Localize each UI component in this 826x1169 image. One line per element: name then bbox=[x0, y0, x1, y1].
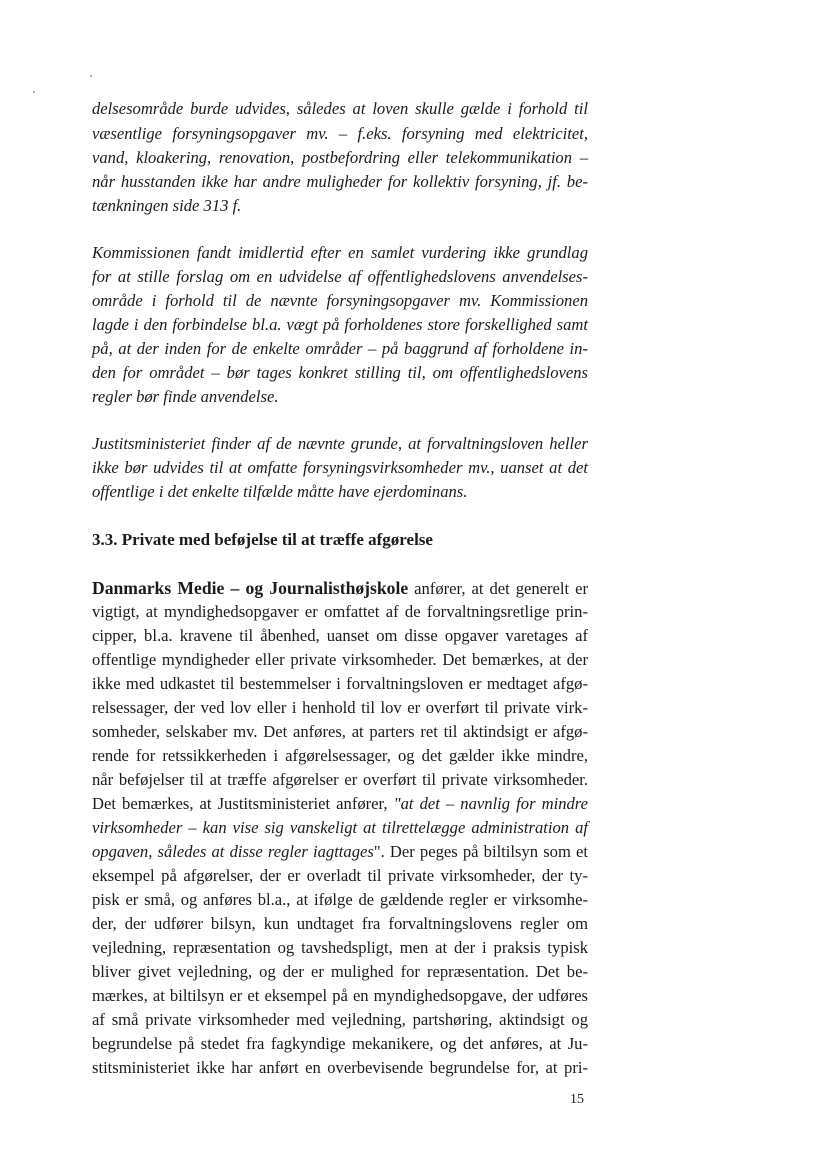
text-line: rende for retssikkerheden i afgørelsessager, og det gælder ikke mindre, bbox=[92, 746, 588, 765]
text-line bbox=[92, 578, 588, 599]
text-line: offentlige i det enkelte tilfælde måtte have ejerdominans. bbox=[92, 482, 468, 501]
text-line: når husstanden ikke har andre muligheder for kollektiv forsyning, jf. be- bbox=[92, 172, 588, 191]
text-line: ikke bør udvides til at omfatte forsyningsvirksomheder mv., uanset at det bbox=[92, 458, 588, 477]
organisation-name: Danmarks Medie – og Journalisthøjskole bbox=[92, 578, 409, 598]
text-line bbox=[92, 794, 588, 814]
text-line: vejledning, repræsentation og tavshedspligt, men at der i praksis typisk bbox=[92, 938, 588, 957]
text-line: lagde i den forbindelse bl.a. vægt på forholdenes store forskellighed samt bbox=[92, 315, 588, 334]
text-line bbox=[92, 842, 588, 862]
text-line: på, at der inden for de enkelte områder – på baggrund af forholdene in- bbox=[92, 339, 588, 358]
text-span: ". Der peges på biltilsyn som et bbox=[373, 842, 588, 861]
quotation-span: opgaven, således at disse regler iagttages bbox=[92, 842, 374, 861]
text-line: væsentlige forsyningsopgaver mv. – f.eks. forsyning med elektricitet, bbox=[92, 124, 588, 143]
text-line: begrundelse på stedet fra fagkyndige mekanikere, og det anføres, at Ju- bbox=[92, 1034, 588, 1053]
scan-speck bbox=[33, 91, 35, 93]
text-line: mærkes, at biltilsyn er et eksempel på en myndighedsopgave, der udføres bbox=[92, 986, 588, 1005]
text-span: anfører, at det generelt er bbox=[408, 579, 588, 598]
text-line: Kommissionen fandt imidlertid efter en samlet vurdering ikke grundlag bbox=[92, 243, 588, 262]
text-line: bliver givet vejledning, og der er mulighed for repræsentation. Det be- bbox=[92, 962, 588, 981]
text-line: der, der udfører bilsyn, kun undtaget fra forvaltningslovens regler om bbox=[92, 914, 588, 933]
text-line: for at stille forslag om en udvidelse af offentlighedslovens anvendelses- bbox=[92, 267, 588, 286]
section-heading: 3.3. Private med beføjelse til at træffe afgørelse bbox=[92, 530, 433, 549]
text-line: stitsministeriet ikke har anført en overbevisende begrundelse for, at pri- bbox=[92, 1058, 588, 1077]
text-line: område i forhold til de nævnte forsyningsopgaver mv. Kommissionen bbox=[92, 291, 588, 310]
text-line: Justitsministeriet finder af de nævnte grunde, at forvaltningsloven heller bbox=[92, 434, 588, 453]
text-line: når beføjelser til at træffe afgørelser er overført til private virksomheder. bbox=[92, 770, 588, 789]
text-line: den for området – bør tages konkret stilling til, om offentlighedslovens bbox=[92, 363, 588, 382]
text-line: ikke med udkastet til bestemmelser i forvaltningsloven er medtaget afgø- bbox=[92, 674, 588, 693]
text-line: cipper, bl.a. kravene til åbenhed, uanset om disse opgaver varetages af bbox=[92, 626, 588, 645]
text-line: af små private virksomheder med vejledning, partshøring, aktindsigt og bbox=[92, 1010, 588, 1029]
text-line: regler bør finde anvendelse. bbox=[92, 387, 279, 406]
text-line: vand, kloakering, renovation, postbefordring eller telekommunikation – bbox=[92, 148, 588, 167]
text-line: offentlige myndigheder eller private virksomheder. Det bemærkes, at der bbox=[92, 650, 588, 669]
text-line: delsesområde burde udvides, således at loven skulle gælde i forhold til bbox=[92, 99, 588, 118]
text-line: pisk er små, og anføres bl.a., at ifølge de gældende regler er virksomhe- bbox=[92, 890, 588, 909]
scan-speck bbox=[90, 75, 92, 77]
quotation-span: "at det – navnlig for mindre bbox=[393, 794, 588, 813]
text-line: eksempel på afgørelser, der er overladt til private virksomheder, der ty- bbox=[92, 866, 588, 885]
text-line: somheder, selskaber mv. Det anføres, at parters ret til aktindsigt er afgø- bbox=[92, 722, 588, 741]
text-span: Det bemærkes, at Justitsministeriet anfører, bbox=[92, 794, 394, 813]
text-line: relsessager, der ved lov eller i henhold til lov er overført til private virk- bbox=[92, 698, 588, 717]
text-line: tænkningen side 313 f. bbox=[92, 196, 242, 215]
page-number: 15 bbox=[570, 1092, 584, 1107]
text-line: vigtigt, at myndighedsopgaver er omfattet af de forvaltningsretlige prin- bbox=[92, 602, 588, 621]
quotation-line: virksomheder – kan vise sig vanskeligt at tilrettelægge administration af bbox=[92, 818, 588, 837]
